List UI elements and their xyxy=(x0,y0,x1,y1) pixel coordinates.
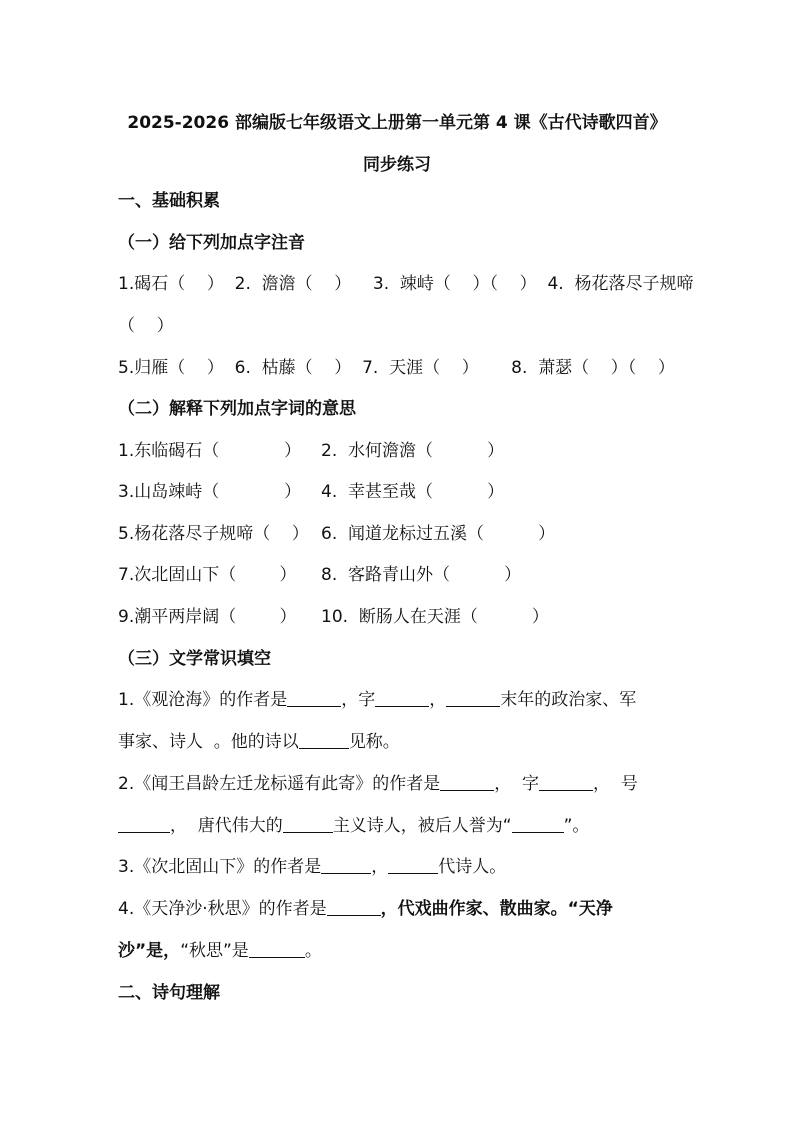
literature-question-1 xyxy=(118,690,636,710)
question-text: 代诗人。 xyxy=(438,857,507,877)
part-heading-meaning: （二）解释下列加点字词的意思 xyxy=(118,399,356,419)
literature-question-3 xyxy=(118,857,506,877)
pronunciation-line-3: 5.归雁（ ） 6. 枯藤（ ） 7. 天涯（ ） 8. 萧瑟（ ）（ ） xyxy=(118,358,675,378)
answer-blank[interactable] xyxy=(118,816,170,833)
question-text: 2.《闻王昌龄左迁龙标遥有此寄》的作者是 xyxy=(118,774,441,794)
literature-question-4 xyxy=(118,899,613,919)
answer-blank[interactable] xyxy=(327,899,381,916)
answer-blank[interactable] xyxy=(388,857,438,874)
question-text: 事家、诗人 。他的诗以 xyxy=(118,732,299,752)
answer-blank[interactable] xyxy=(299,732,349,749)
meaning-item: 9.潮平两岸阔（ ） xyxy=(118,607,297,627)
meaning-item: 2. 水何澹澹（ ） xyxy=(321,441,505,461)
question-text: ”。 xyxy=(563,816,590,836)
section-heading-1: 一、基础积累 xyxy=(118,191,220,211)
question-text: ，字 xyxy=(341,690,376,710)
literature-question-2 xyxy=(118,774,638,794)
pronunciation-line-2: （ ） xyxy=(118,316,174,336)
doc-subtitle: 同步练习 xyxy=(363,155,431,175)
answer-blank[interactable] xyxy=(287,690,341,707)
question-text: ， xyxy=(429,690,447,710)
question-text: 沙”是， xyxy=(118,941,181,961)
question-text: ， 唐代伟大的 xyxy=(170,816,283,836)
answer-blank[interactable] xyxy=(375,690,429,707)
part-heading-literature: （三）文学常识填空 xyxy=(118,649,271,669)
question-text: ， xyxy=(371,857,389,877)
answer-blank[interactable] xyxy=(440,774,494,791)
doc-title: 2025-2026 部编版七年级语文上册第一单元第 4 课《古代诗歌四首》 xyxy=(127,113,667,133)
question-text: 。 xyxy=(304,941,322,961)
answer-blank[interactable] xyxy=(321,857,371,874)
meaning-item: 4. 幸甚至哉（ ） xyxy=(321,482,505,502)
literature-question-2-cont xyxy=(118,816,589,836)
answer-blank[interactable] xyxy=(249,941,305,958)
section-heading-2: 二、诗句理解 xyxy=(118,983,220,1003)
meaning-item: 6. 闻道龙标过五溪（ ） xyxy=(321,524,556,544)
meaning-item: 7.次北固山下（ ） xyxy=(118,565,297,585)
meaning-item: 8. 客路青山外（ ） xyxy=(321,565,522,585)
question-text: 4.《天净沙·秋思》的作者是 xyxy=(118,899,327,919)
question-text: ，代戏曲作家、散曲家。“天净 xyxy=(380,899,613,919)
answer-blank[interactable] xyxy=(512,816,564,833)
pronunciation-line-1: 1.碣石（ ） 2. 澹澹（ ） 3. 竦峙（ ）（ ） 4. 杨花落尽子规啼 xyxy=(118,274,694,294)
meaning-item: 5.杨花落尽子规啼（ ） xyxy=(118,524,309,544)
question-text: 见称。 xyxy=(348,732,400,752)
answer-blank[interactable] xyxy=(539,774,593,791)
question-text: ， 字 xyxy=(494,774,540,794)
question-text: 1.《观沧海》的作者是 xyxy=(118,690,288,710)
question-text: “秋思”是 xyxy=(180,941,249,961)
question-text: 主义诗人，被后人誉为“ xyxy=(332,816,512,836)
meaning-item: 3.山岛竦峙（ ） xyxy=(118,482,302,502)
question-text: 末年的政治家、军 xyxy=(500,690,637,710)
answer-blank[interactable] xyxy=(446,690,500,707)
meaning-item: 10. 断肠人在天涯（ ） xyxy=(321,607,549,627)
meaning-item: 1.东临碣石（ ） xyxy=(118,441,302,461)
literature-question-4-cont xyxy=(118,941,322,961)
answer-blank[interactable] xyxy=(283,816,333,833)
question-text: ， 号 xyxy=(593,774,638,794)
part-heading-pronunciation: （一）给下列加点字注音 xyxy=(118,233,305,253)
literature-question-1-cont xyxy=(118,732,400,752)
question-text: 3.《次北固山下》的作者是 xyxy=(118,857,322,877)
